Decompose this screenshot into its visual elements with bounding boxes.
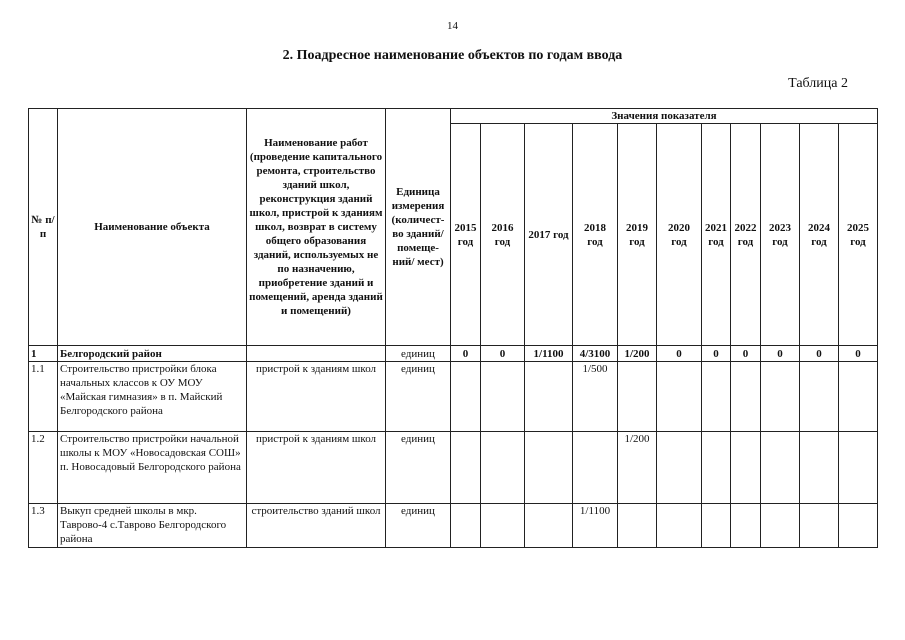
row-value bbox=[761, 432, 800, 504]
row-value: 1/1100 bbox=[525, 346, 573, 362]
row-value bbox=[839, 362, 878, 432]
header-year: 2017 год bbox=[525, 124, 573, 346]
row-value bbox=[525, 432, 573, 504]
region-row bbox=[29, 346, 878, 362]
row-object-name: Выкуп средней школы в мкр. Таврово-4 с.Таврово Белгородского района bbox=[58, 504, 247, 548]
row-num: 1 bbox=[29, 346, 58, 362]
row-work-name: строительство зданий школ bbox=[247, 504, 386, 548]
header-year: 2016 год bbox=[481, 124, 525, 346]
row-num: 1.1 bbox=[29, 362, 58, 432]
header-unit: Единица измерения (количест-во зданий/ помеще-ний/ мест) bbox=[386, 109, 451, 346]
row-value bbox=[839, 504, 878, 548]
row-value bbox=[481, 504, 525, 548]
row-value bbox=[451, 432, 481, 504]
row-work-name: пристрой к зданиям школ bbox=[247, 432, 386, 504]
row-num: 1.2 bbox=[29, 432, 58, 504]
header-year: 2020 год bbox=[657, 124, 702, 346]
row-value: 0 bbox=[657, 346, 702, 362]
page-number: 14 bbox=[447, 20, 458, 32]
row-unit: единиц bbox=[386, 362, 451, 432]
header-values: Значения показателя bbox=[451, 109, 878, 124]
header-year: 2024 год bbox=[800, 124, 839, 346]
row-value bbox=[573, 432, 618, 504]
row-value bbox=[731, 504, 761, 548]
table-caption: Таблица 2 bbox=[788, 76, 848, 91]
row-value bbox=[451, 504, 481, 548]
header-work-name: Наименование работ (проведение капитального ремонта, строительство зданий школ, реконструкция зданий школ, пристрой к зданиям школ, возврат в систему общего образования зданий, используемых не по назначению, приобретение зданий и помещений, аренда зданий и помещений) bbox=[247, 109, 386, 346]
row-work-name: пристрой к зданиям школ bbox=[247, 362, 386, 432]
row-object-name: Строительство пристройки блока начальных классов к ОУ МОУ «Майская гимназия» в п. Майский Белгородского района bbox=[58, 362, 247, 432]
row-value: 1/200 bbox=[618, 432, 657, 504]
header-year: 2022 год bbox=[731, 124, 761, 346]
row-value bbox=[451, 362, 481, 432]
row-value: 0 bbox=[731, 346, 761, 362]
row-value bbox=[657, 362, 702, 432]
header-num: № п/п bbox=[29, 109, 58, 346]
table-row bbox=[29, 504, 878, 548]
header-year: 2018 год bbox=[573, 124, 618, 346]
row-value bbox=[702, 504, 731, 548]
row-value bbox=[800, 362, 839, 432]
header-year: 2019 год bbox=[618, 124, 657, 346]
row-value: 4/3100 bbox=[573, 346, 618, 362]
row-value: 1/200 bbox=[618, 346, 657, 362]
row-value bbox=[702, 362, 731, 432]
row-object-name: Белгородский район bbox=[58, 346, 247, 362]
header-year: 2025 год bbox=[839, 124, 878, 346]
row-value: 0 bbox=[800, 346, 839, 362]
row-unit: единиц bbox=[386, 346, 451, 362]
row-value bbox=[657, 432, 702, 504]
table-row bbox=[29, 432, 878, 504]
row-value: 1/500 bbox=[573, 362, 618, 432]
row-value bbox=[525, 362, 573, 432]
row-value bbox=[481, 362, 525, 432]
row-value bbox=[702, 432, 731, 504]
row-value bbox=[525, 504, 573, 548]
row-value bbox=[761, 362, 800, 432]
row-value bbox=[839, 432, 878, 504]
table-row bbox=[29, 362, 878, 432]
row-value: 0 bbox=[451, 346, 481, 362]
objects-table bbox=[28, 108, 878, 548]
header-year: 2023 год bbox=[761, 124, 800, 346]
row-unit: единиц bbox=[386, 504, 451, 548]
row-value: 0 bbox=[481, 346, 525, 362]
row-object-name: Строительство пристройки начальной школы к МОУ «Новосадовская СОШ» п. Новосадовый Белгородского района bbox=[58, 432, 247, 504]
row-value bbox=[800, 432, 839, 504]
row-unit: единиц bbox=[386, 432, 451, 504]
row-value bbox=[618, 362, 657, 432]
row-value: 0 bbox=[761, 346, 800, 362]
row-value bbox=[761, 504, 800, 548]
row-value bbox=[657, 504, 702, 548]
header-year: 2015 год bbox=[451, 124, 481, 346]
row-value: 1/1100 bbox=[573, 504, 618, 548]
row-num: 1.3 bbox=[29, 504, 58, 548]
row-value bbox=[618, 504, 657, 548]
row-value bbox=[800, 504, 839, 548]
header-year: 2021 год bbox=[702, 124, 731, 346]
row-value: 0 bbox=[702, 346, 731, 362]
row-value: 0 bbox=[839, 346, 878, 362]
row-value bbox=[481, 432, 525, 504]
row-work-name bbox=[247, 346, 386, 362]
header-object-name: Наименование объекта bbox=[58, 109, 247, 346]
section-title: 2. Поадресное наименование объектов по годам ввода bbox=[282, 48, 623, 63]
row-value bbox=[731, 432, 761, 504]
row-value bbox=[731, 362, 761, 432]
